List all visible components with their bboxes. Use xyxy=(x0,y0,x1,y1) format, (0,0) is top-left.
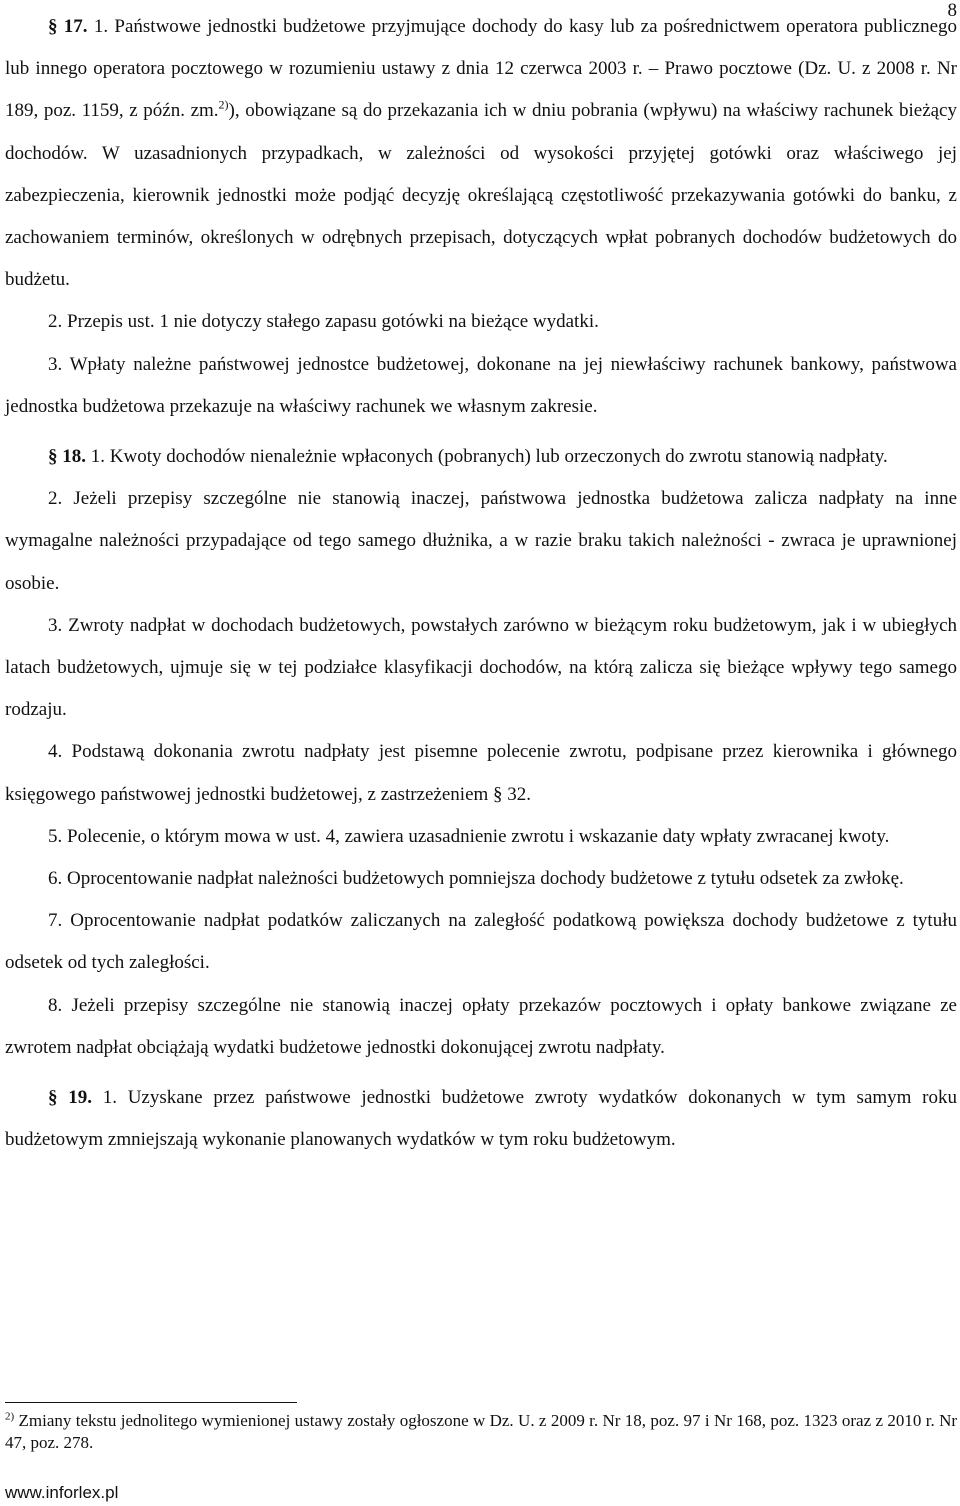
art17-para-2: 2. Przepis ust. 1 nie dotyczy stałego zapasu gotówki na bieżące wydatki. xyxy=(48,311,599,333)
art18-para-7: 7. Oprocentowanie nadpłat podatków zaliczanych na zaległość podatkową powiększa dochody budżetowe z tytułu odsetek od tych zaległości. xyxy=(5,910,957,974)
art18-para-5: 5. Polecenie, o którym mowa w ust. 4, zawiera uzasadnienie zwrotu i wskazanie daty wpłaty zwracanej kwoty. xyxy=(48,825,890,847)
art17-para-1-number: 1. xyxy=(93,16,109,37)
art19-para-1-text: 1. Uzyskane przez państwowe jednostki budżetowe zwroty wydatków dokonanych w tym samym roku budżetowym zmniejszają wykonanie planowanych wydatków w tym roku budżetowym. xyxy=(5,1087,957,1151)
footnote-ref: 2) xyxy=(218,98,229,113)
art19-para-1 xyxy=(5,1077,957,1161)
art17-para-1-text-b: ), obowiązane są do przekazania ich w dniu pobrania (wpływu) na właściwy rachunek bieżący dochodów. W uzasadnionych przypadkach, w zależności od wysokości przyjętej gotówki oraz właściwego jej zabezpieczenia, kierownik jednostki może podjąć decyzję określającą częstotliwość przekazywania gotówki do banku, z zachowaniem terminów, określonych w odrębnych przepisach, dotyczących wpłat pobranych dochodów budżetowych do budżetu. xyxy=(5,100,957,291)
footnote xyxy=(5,1410,957,1454)
art18-para-6: 6. Oprocentowanie nadpłat należności budżetowych pomniejsza dochody budżetowe z tytułu odsetek za zwłokę. xyxy=(48,868,904,890)
art18-para-1 xyxy=(5,436,957,478)
page-number: 8 xyxy=(947,0,957,21)
footer-site: www.inforlex.pl xyxy=(5,1483,119,1502)
footnote-separator xyxy=(5,1402,297,1403)
document-body xyxy=(5,6,957,1161)
art18-para-1-text: 1. Kwoty dochodów nienależnie wpłaconych (pobranych) lub orzeczonych do zwrotu stanowią nadpłaty. xyxy=(90,446,888,468)
footnote-text: Zmiany tekstu jednolitego wymienionej ustawy zostały ogłoszone w Dz. U. z 2009 r. Nr 18, poz. 97 i Nr 168, poz. 1323 oraz z 2010 r. Nr 47, poz. 278. xyxy=(5,1411,958,1452)
art18-para-8: 8. Jeżeli przepisy szczególne nie stanowią inaczej opłaty przekazów pocztowych i opłaty bankowe związane ze zwrotem nadpłat obciążają wydatki budżetowe jednostki dokonującej zwrotu nadpłaty. xyxy=(5,994,957,1058)
art18-para-3: 3. Zwroty nadpłat w dochodach budżetowych, powstałych zarówno w bieżącym roku budżetowym, jak i w ubiegłych latach budżetowych, ujmuje się w tej podziałce klasyfikacji dochodów, na którą zalicza się bieżące wpływy tego samego rodzaju. xyxy=(5,614,957,721)
art18-para-2: 2. Jeżeli przepisy szczególne nie stanowią inaczej, państwowa jednostka budżetowa zalicza nadpłaty na inne wymagalne należności przypadające od tego samego dłużnika, a w razie braku takich należności - zwraca je uprawnionej osobie. xyxy=(5,488,957,594)
art18-section-mark: § 18. xyxy=(48,446,86,468)
art17-para-1 xyxy=(5,6,957,301)
footnote-mark: 2) xyxy=(5,1410,15,1423)
art17-para-1-text-a: Państwowe jednostki budżetowe przyjmujące dochody do kasy lub za pośrednictwem operatora publicznego lub innego operatora pocztowego w rozumieniu ustawy z dnia 12 czerwca 2003 r. – Prawo pocztowe (Dz. U. z 2008 r. Nr 189, poz. 1159, z późn. zm. xyxy=(5,16,958,122)
art17-section-mark: § 17. xyxy=(48,16,88,37)
art18-para-4: 4. Podstawą dokonania zwrotu nadpłaty jest pisemne polecenie zwrotu, podpisane przez kierownika i głównego księgowego państwowej jednostki budżetowej, z zastrzeżeniem § 32. xyxy=(5,741,957,805)
art19-section-mark: § 19. xyxy=(48,1087,92,1109)
art17-para-3: 3. Wpłaty należne państwowej jednostce budżetowej, dokonane na jej niewłaściwy rachunek bankowy, państwowa jednostka budżetowa przekazuje na właściwy rachunek we własnym zakresie. xyxy=(5,353,957,417)
